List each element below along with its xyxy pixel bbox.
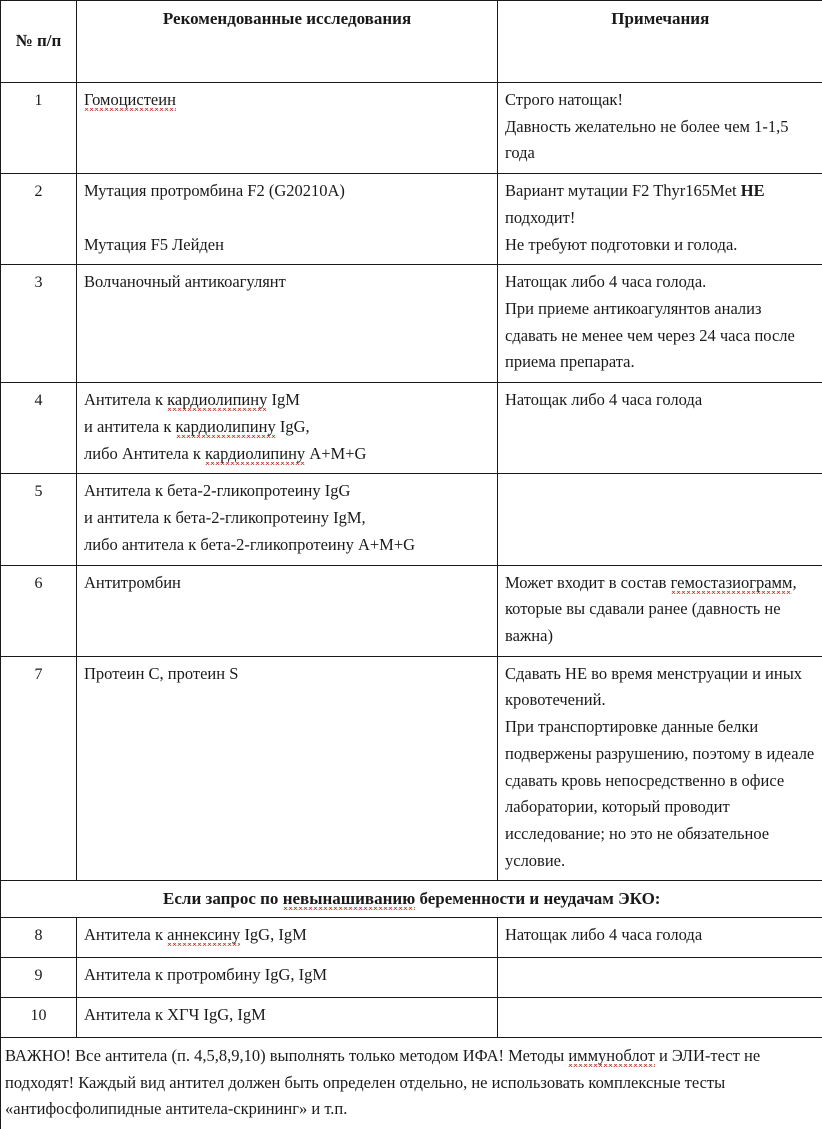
row-number: 10 (1, 997, 77, 1037)
note-line (505, 570, 816, 650)
note-text: подходит! (505, 181, 769, 227)
header-label-notes: Примечания (611, 9, 709, 28)
row-studies (77, 474, 498, 565)
row-notes (498, 474, 822, 565)
row-studies (77, 265, 498, 383)
study-line: либо антитела к бета-2-гликопротеину A+M+G (84, 532, 490, 559)
study-text: Антитела к (84, 390, 167, 409)
row-notes (498, 997, 822, 1037)
table-row (1, 474, 822, 565)
note-line (505, 178, 816, 231)
note-text: , которые вы сдавали ранее (давность не важна) (505, 573, 801, 645)
spellcheck-word: кардиолипину (205, 444, 305, 465)
study-line: Протеин C, протеин S (84, 661, 490, 688)
row-notes (498, 83, 822, 174)
table-row (1, 383, 822, 474)
note-line: При транспортировке данные белки подвержены разрушению, поэтому в идеале сдавать кровь непосредственно в офисе лаборатории, который проводит исследование; но это не обязательное условие. (505, 714, 816, 874)
table-row (1, 957, 822, 997)
row-number: 2 (1, 174, 77, 265)
header-label-number: № п/п (16, 27, 62, 55)
spellcheck-word: иммуноблот (568, 1046, 655, 1067)
row-notes (498, 265, 822, 383)
spellcheck-word: гемостазиограмм (671, 573, 793, 594)
row-notes (498, 917, 822, 957)
table-row (1, 265, 822, 383)
footer-text: и ЭЛИ-тест не подходят! Каждый вид антител должен быть определен отдельно, не использовать комплексные тесты «антифосфолипидные антитела-скрининг» и т.п. (5, 1046, 760, 1118)
section-heading-cell (1, 881, 822, 918)
study-text: либо Антитела к (84, 444, 205, 463)
footer-text: ВАЖНО! Все антитела (п. 4,5,8,9,10) выполнять только методом ИФА! Методы (5, 1046, 568, 1065)
study-line (84, 922, 490, 949)
row-studies (77, 383, 498, 474)
study-line: Антитела к ХГЧ IgG, IgM (84, 1002, 490, 1029)
row-studies (77, 174, 498, 265)
header-cell-notes (498, 1, 822, 83)
study-line: и антитела к бета-2-гликопротеину IgM, (84, 505, 490, 532)
row-number: 8 (1, 917, 77, 957)
table-header-row (1, 1, 822, 83)
section-text: Если запрос по (163, 889, 283, 908)
study-line (84, 387, 490, 414)
note-text: Вариант мутации F2 Thyr165Met (505, 181, 741, 200)
study-text: IgG, IgM (240, 925, 306, 944)
note-line: Натощак либо 4 часа голода (505, 387, 816, 414)
note-line: Сдавать НЕ во время менструации и иных кровотечений. (505, 661, 816, 714)
note-line: Строго натощак! (505, 87, 816, 114)
study-line (84, 441, 490, 468)
row-notes (498, 957, 822, 997)
study-line: Антитромбин (84, 570, 490, 597)
study-text: IgM (267, 390, 300, 409)
section-heading-row (1, 881, 822, 918)
table-row (1, 83, 822, 174)
row-notes (498, 656, 822, 881)
row-studies (77, 917, 498, 957)
row-studies (77, 83, 498, 174)
study-line (84, 414, 490, 441)
header-cell-number (1, 1, 77, 83)
spellcheck-word: невынашиванию (283, 889, 416, 910)
row-number: 4 (1, 383, 77, 474)
row-number: 1 (1, 83, 77, 174)
row-studies (77, 565, 498, 656)
note-line: Не требуют подготовки и голода. (505, 232, 816, 259)
study-line (84, 87, 490, 114)
row-number: 6 (1, 565, 77, 656)
study-text: A+M+G (305, 444, 366, 463)
row-number: 3 (1, 265, 77, 383)
section-text: беременности и неудачам ЭКО: (415, 889, 660, 908)
footer-note-row (1, 1037, 822, 1129)
study-text: Антитела к (84, 925, 167, 944)
row-studies (77, 656, 498, 881)
row-notes (498, 565, 822, 656)
study-text: IgG, (276, 417, 310, 436)
study-line: Мутация F5 Лейден (84, 232, 490, 259)
table-row (1, 565, 822, 656)
spellcheck-word: кардиолипину (167, 390, 267, 411)
spellcheck-word: Гомоцистеин (84, 90, 176, 111)
study-line: Мутация протромбина F2 (G20210A) (84, 178, 490, 205)
note-text: Может входит в состав (505, 573, 671, 592)
study-line: Антитела к протромбину IgG, IgM (84, 962, 490, 989)
row-notes (498, 383, 822, 474)
note-line: Натощак либо 4 часа голода (505, 922, 816, 949)
note-emphasis: НЕ (741, 181, 765, 200)
header-cell-studies (77, 1, 498, 83)
study-text: и антитела к (84, 417, 176, 436)
note-line: Давность желательно не более чем 1-1,5 года (505, 114, 816, 167)
table-row (1, 917, 822, 957)
table-row (1, 656, 822, 881)
spellcheck-word: аннексину (167, 925, 240, 946)
row-number: 5 (1, 474, 77, 565)
spellcheck-word: кардиолипину (176, 417, 276, 438)
row-studies (77, 957, 498, 997)
note-line: При приеме антикоагулянтов анализ сдавать не менее чем через 24 часа после приема препарата. (505, 296, 816, 376)
study-line: Волчаночный антикоагулянт (84, 269, 490, 296)
header-label-studies: Рекомендованные исследования (163, 9, 411, 28)
study-line: Антитела к бета-2-гликопротеину IgG (84, 478, 490, 505)
row-number: 9 (1, 957, 77, 997)
table-row (1, 997, 822, 1037)
row-studies (77, 997, 498, 1037)
row-notes (498, 174, 822, 265)
note-line: Натощак либо 4 часа голода. (505, 269, 816, 296)
row-number: 7 (1, 656, 77, 881)
footer-note-cell (1, 1037, 822, 1129)
table-row (1, 174, 822, 265)
